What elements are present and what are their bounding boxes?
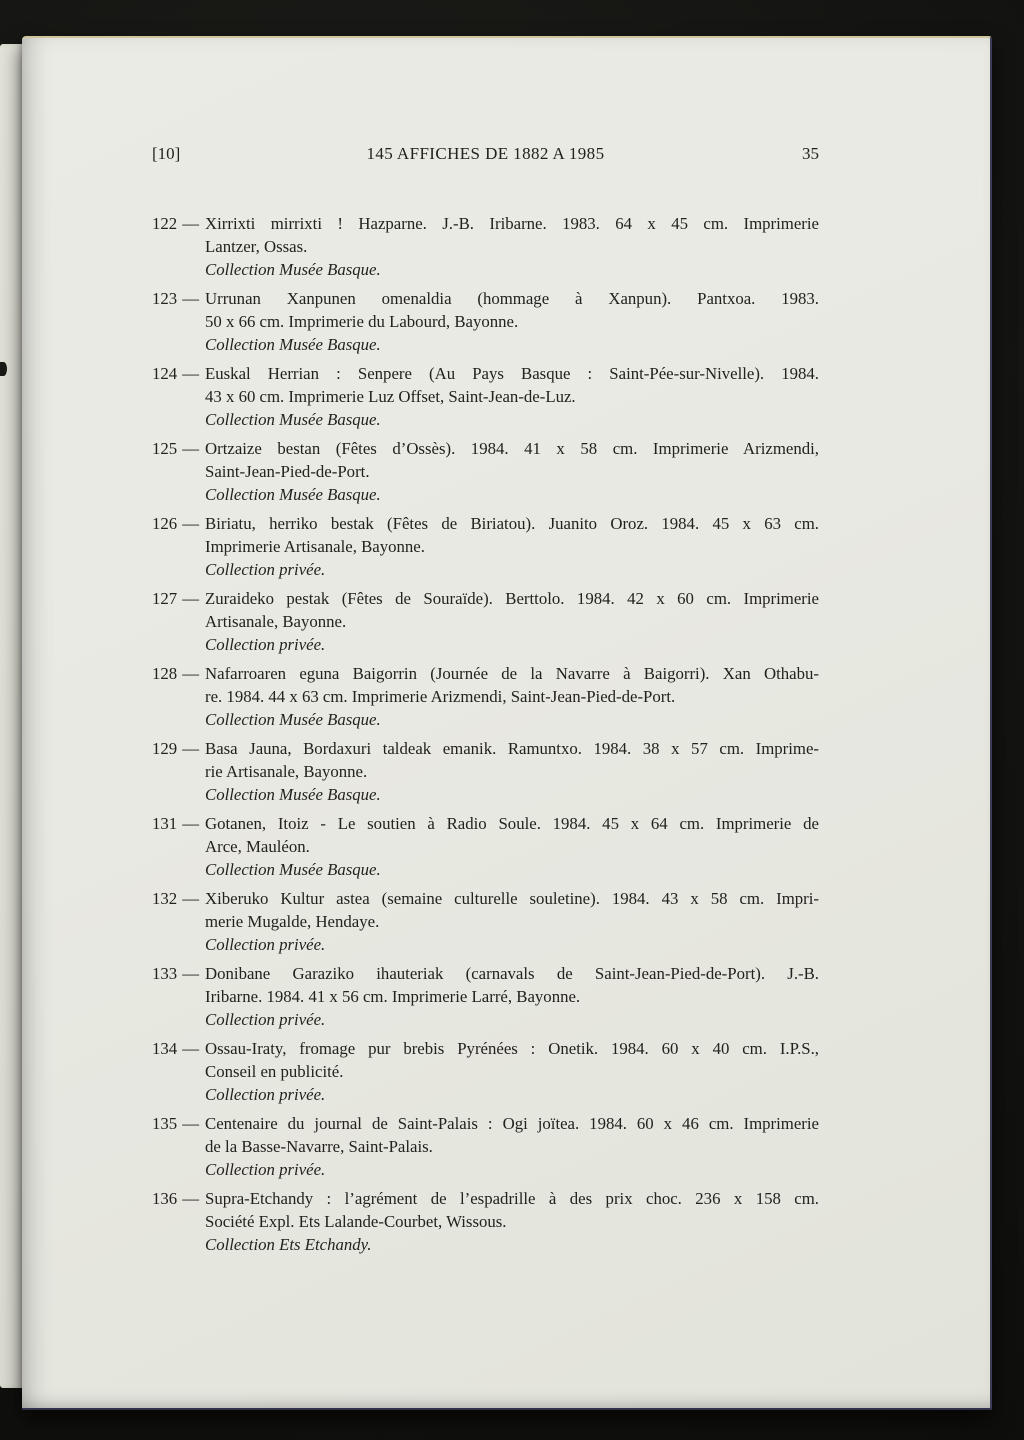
entry-body [205,662,819,731]
catalog-entry-136 [152,1187,819,1256]
catalog-entry-133 [152,962,819,1031]
entry-number-text: 134 [152,1039,178,1058]
entry-text-line: Supra-Etchandy : l’agrément de l’espadrille à des prix choc. 236 x 158 cm. [205,1189,819,1208]
entry-text-line: Xiberuko Kultur astea (semaine culturelle souletine). 1984. 43 x 58 cm. Impri- [205,889,819,908]
entry-number [152,1187,205,1256]
entry-dash: — [182,214,199,233]
entry-text-line: Donibane Garaziko ihauteriak (carnavals de Saint-Jean-Pied-de-Port). J.-B. [205,964,819,983]
entry-collection: Collection privée. [205,635,326,654]
entry-number-text: 123 [152,289,178,308]
entry-number [152,437,205,506]
catalog-entry-123 [152,287,819,356]
header-bracket-number: [10] [152,144,181,163]
entry-text-line: de la Basse-Navarre, Saint-Palais. [205,1137,433,1156]
entry-number-text: 128 [152,664,178,683]
entry-text-line: Xirrixti mirrixti ! Hazparne. J.-B. Iribarne. 1983. 64 x 45 cm. Imprimerie [205,214,819,233]
entry-number [152,1112,205,1181]
entry-number [152,587,205,656]
entry-text-line: Conseil en publicité. [205,1062,344,1081]
entry-collection: Collection Musée Basque. [205,860,381,879]
entry-dash: — [182,664,199,683]
catalog-entry-122 [152,212,819,281]
header-title: 145 AFFICHES DE 1882 A 1985 [366,144,605,163]
entry-dash: — [182,289,199,308]
catalog-entry-131 [152,812,819,881]
entry-text-line: 43 x 60 cm. Imprimerie Luz Offset, Saint-Jean-de-Luz. [205,387,576,406]
header-page-number: 35 [802,144,819,163]
entry-number-text: 127 [152,589,178,608]
entry-text-line: 50 x 66 cm. Imprimerie du Labourd, Bayonne. [205,312,519,331]
entry-body [205,737,819,806]
running-head [152,142,819,166]
entry-text-line: Arce, Mauléon. [205,837,310,856]
entry-dash: — [182,1039,199,1058]
entry-text-line: Centenaire du journal de Saint-Palais : Ogi joïtea. 1984. 60 x 46 cm. Imprimerie [205,1114,819,1133]
catalog-entry-126 [152,512,819,581]
entry-number-text: 135 [152,1114,178,1133]
entry-text-line: Biriatu, herriko bestak (Fêtes de Biriatou). Juanito Oroz. 1984. 45 x 63 cm. [205,514,819,533]
catalog-entry-127 [152,587,819,656]
entry-text-line: re. 1984. 44 x 63 cm. Imprimerie Arizmendi, Saint-Jean-Pied-de-Port. [205,687,676,706]
entry-collection: Collection Musée Basque. [205,260,381,279]
entry-text-line: rie Artisanale, Bayonne. [205,762,368,781]
entry-dash: — [182,439,199,458]
book-page [22,36,992,1410]
catalog-entry-132 [152,887,819,956]
entry-body [205,1037,819,1106]
entry-text-line: Basa Jauna, Bordaxuri taldeak emanik. Ramuntxo. 1984. 38 x 57 cm. Imprime- [205,739,819,758]
catalog-entry-134 [152,1037,819,1106]
entry-dash: — [182,364,199,383]
entry-body [205,887,819,956]
entry-text-line: Lantzer, Ossas. [205,237,308,256]
catalog-entry-125 [152,437,819,506]
entry-number-text: 129 [152,739,178,758]
entry-dash: — [182,514,199,533]
entry-text-line: merie Mugalde, Hendaye. [205,912,380,931]
entry-body [205,287,819,356]
entry-collection: Collection privée. [205,935,326,954]
entry-body [205,962,819,1031]
entry-body [205,437,819,506]
entry-dash: — [182,889,199,908]
entry-text-line: Gotanen, Itoiz - Le soutien à Radio Soule. 1984. 45 x 64 cm. Imprimerie de [205,814,819,833]
entry-collection: Collection privée. [205,1085,326,1104]
entry-number-text: 125 [152,439,178,458]
entry-collection: Collection privée. [205,1160,326,1179]
entry-text-line: Euskal Herrian : Senpere (Au Pays Basque : Saint-Pée-sur-Nivelle). 1984. [205,364,819,383]
entry-dash: — [182,964,199,983]
entry-collection: Collection privée. [205,1010,326,1029]
catalog-entry-135 [152,1112,819,1181]
entry-dash: — [182,589,199,608]
entry-number-text: 136 [152,1189,178,1208]
entry-text-line: Saint-Jean-Pied-de-Port. [205,462,370,481]
entry-collection: Collection Musée Basque. [205,410,381,429]
entry-dash: — [182,739,199,758]
entry-text-line: Iribarne. 1984. 41 x 56 cm. Imprimerie Larré, Bayonne. [205,987,581,1006]
entry-body [205,812,819,881]
entry-text-line: Imprimerie Artisanale, Bayonne. [205,537,425,556]
entry-number [152,287,205,356]
entry-dash: — [182,814,199,833]
entry-number [152,362,205,431]
catalog-entry-128 [152,662,819,731]
entry-body [205,212,819,281]
entry-body [205,1112,819,1181]
catalog-entry-129 [152,737,819,806]
entry-collection: Collection Musée Basque. [205,710,381,729]
entry-number [152,512,205,581]
entry-number [152,962,205,1031]
entry-collection: Collection privée. [205,560,326,579]
entry-text-line: Société Expl. Ets Lalande-Courbet, Wissous. [205,1212,507,1231]
entry-text-line: Zuraideko pestak (Fêtes de Souraïde). Berttolo. 1984. 42 x 60 cm. Imprimerie [205,589,819,608]
entry-dash: — [182,1114,199,1133]
catalog-entries [152,212,819,1262]
entry-number-text: 133 [152,964,178,983]
entry-text-line: Urrunan Xanpunen omenaldia (hommage à Xanpun). Pantxoa. 1983. [205,289,819,308]
entry-text-line: Nafarroaren eguna Baigorrin (Journée de la Navarre à Baigorri). Xan Othabu- [205,664,819,683]
entry-number-text: 122 [152,214,178,233]
entry-text-line: Artisanale, Bayonne. [205,612,347,631]
entry-dash: — [182,1189,199,1208]
entry-number [152,812,205,881]
scan-artifact-dot [0,362,7,376]
entry-body [205,587,819,656]
entry-collection: Collection Musée Basque. [205,785,381,804]
entry-collection: Collection Ets Etchandy. [205,1235,372,1254]
entry-text-line: Ossau-Iraty, fromage pur brebis Pyrénées : Onetik. 1984. 60 x 40 cm. I.P.S., [205,1039,819,1058]
entry-collection: Collection Musée Basque. [205,485,381,504]
entry-number [152,212,205,281]
entry-number [152,662,205,731]
entry-number-text: 132 [152,889,178,908]
entry-number-text: 124 [152,364,178,383]
catalog-entry-124 [152,362,819,431]
entry-number [152,737,205,806]
entry-number-text: 131 [152,814,178,833]
entry-body [205,512,819,581]
entry-body [205,362,819,431]
entry-number [152,1037,205,1106]
entry-text-line: Ortzaize bestan (Fêtes d’Ossès). 1984. 41 x 58 cm. Imprimerie Arizmendi, [205,439,819,458]
entry-number-text: 126 [152,514,178,533]
entry-number [152,887,205,956]
entry-body [205,1187,819,1256]
entry-collection: Collection Musée Basque. [205,335,381,354]
